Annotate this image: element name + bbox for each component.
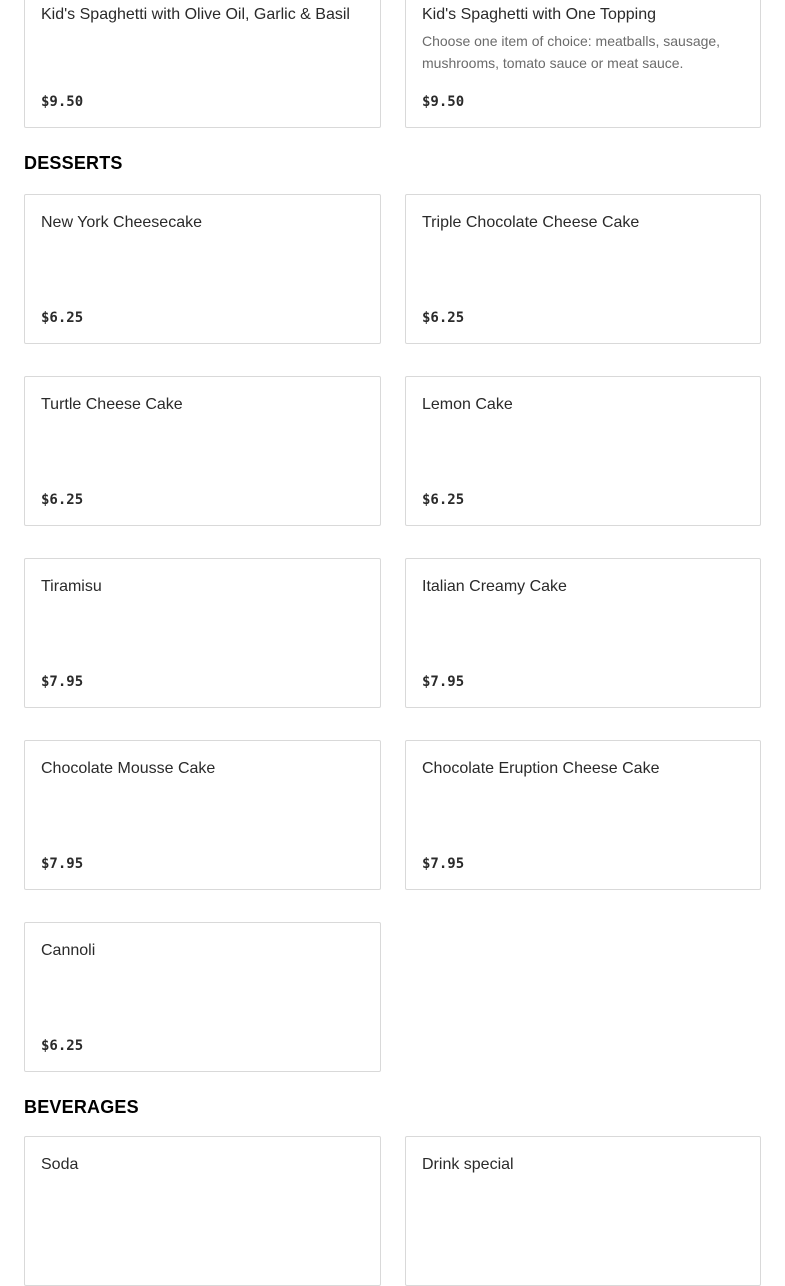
section-title: DESSERTS (24, 153, 123, 173)
section-title: BEVERAGES (24, 1097, 139, 1117)
menu-item-card[interactable] (24, 1136, 381, 1286)
beverages-grid (24, 1136, 761, 1286)
item-name: Tiramisu (41, 578, 102, 595)
kids-grid (24, 0, 761, 128)
menu-item-card[interactable] (405, 376, 761, 526)
item-price: $7.95 (422, 674, 465, 690)
menu-item-card[interactable] (405, 558, 761, 708)
menu-item-card[interactable] (405, 194, 761, 344)
menu-item-card[interactable] (405, 1136, 761, 1286)
item-price: $6.25 (422, 310, 465, 326)
kids-section (0, 0, 785, 128)
item-name: Turtle Cheese Cake (41, 396, 183, 413)
desserts-section (0, 150, 785, 1072)
item-price: $7.95 (422, 856, 465, 872)
item-price: $6.25 (41, 492, 84, 508)
menu-item-card[interactable] (24, 194, 381, 344)
item-name: Soda (41, 1156, 79, 1173)
beverages-section (0, 1094, 785, 1286)
menu-item-card[interactable] (405, 0, 761, 128)
item-name: Chocolate Mousse Cake (41, 760, 216, 777)
item-name: Cannoli (41, 942, 96, 959)
menu-item-card[interactable] (24, 922, 381, 1072)
item-price: $9.50 (41, 94, 84, 110)
item-name: Drink special (422, 1156, 514, 1173)
item-price: $9.50 (422, 94, 465, 110)
item-description: Choose one item of choice: meatballs, sausage, mushrooms, tomato sauce or meat sauce. (422, 33, 721, 71)
item-price: $7.95 (41, 674, 84, 690)
item-price: $6.25 (41, 1038, 84, 1054)
item-name: Italian Creamy Cake (422, 578, 567, 595)
item-name: Kid's Spaghetti with One Topping (422, 6, 657, 23)
item-name: Triple Chocolate Cheese Cake (422, 214, 640, 231)
item-name: Chocolate Eruption Cheese Cake (422, 760, 660, 777)
item-name: Kid's Spaghetti with Olive Oil, Garlic & Basil (41, 6, 350, 23)
desserts-grid (24, 194, 761, 1072)
menu-item-card[interactable] (24, 376, 381, 526)
item-price: $6.25 (422, 492, 465, 508)
menu-item-card[interactable] (405, 740, 761, 890)
menu-item-card[interactable] (24, 558, 381, 708)
item-name: New York Cheesecake (41, 214, 202, 231)
menu-item-card[interactable] (24, 0, 381, 128)
item-name: Lemon Cake (422, 396, 513, 413)
menu-item-card[interactable] (24, 740, 381, 890)
item-price: $7.95 (41, 856, 84, 872)
item-price: $6.25 (41, 310, 84, 326)
